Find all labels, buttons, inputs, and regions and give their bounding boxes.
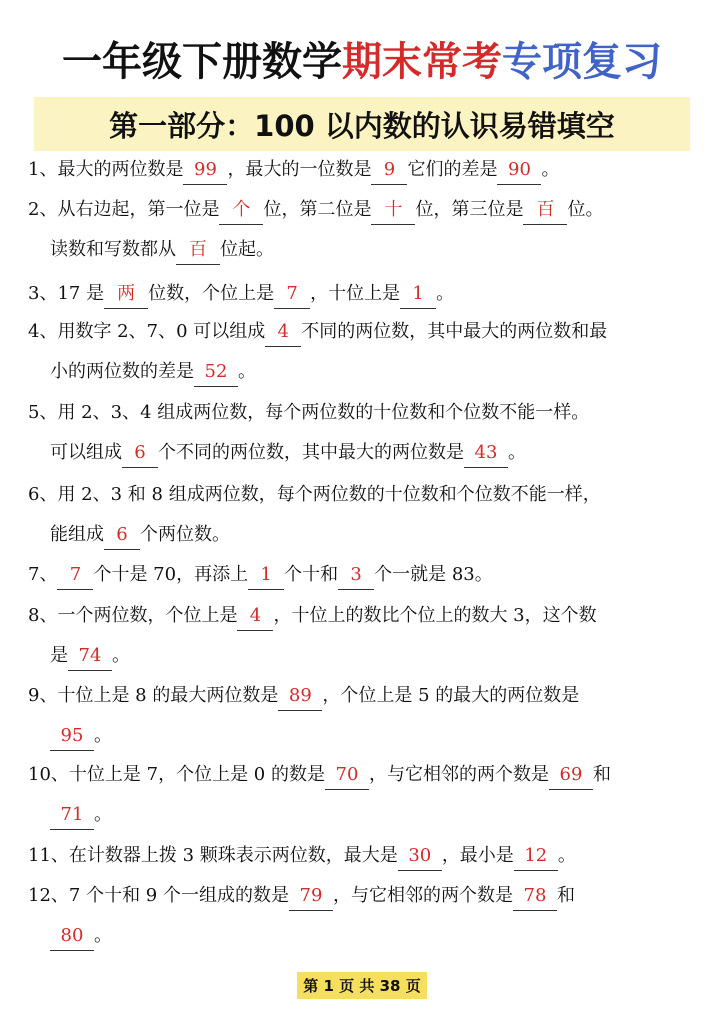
question-number: 8、 [28, 605, 58, 626]
question-text: 。 [436, 283, 455, 304]
question-text: 读数和写数都从 [50, 239, 176, 260]
question-text: 17 是 [57, 283, 105, 304]
question-text: 在计数器上拨 3 颗珠表示两位数，最大是 [68, 845, 398, 866]
question-line [28, 515, 700, 555]
question-text: ，个位上是 5 的最大的两位数是 [322, 685, 580, 706]
question-6 [28, 475, 700, 555]
question-text: 。 [94, 925, 112, 946]
question-number: 3、 [28, 283, 58, 304]
question-line [28, 274, 700, 314]
question-text: 可以组成 [50, 442, 122, 463]
question-line [28, 190, 700, 230]
answer-blank: 70 [325, 762, 369, 790]
question-text: 个一就是 83。 [374, 564, 493, 585]
answer-blank: 90 [497, 157, 541, 185]
question-text: ，与它相邻的两个数是 [332, 885, 513, 906]
answer-blank: 百 [176, 237, 220, 265]
answer-blank: 4 [237, 603, 273, 631]
answer-blank: 74 [68, 643, 112, 671]
answer-blank: 1 [400, 281, 436, 309]
question-text: 最大的两位数是 [57, 159, 184, 180]
question-text: 7 个十和 9 个一组成的数是 [68, 885, 289, 906]
question-line [28, 312, 700, 352]
question-number: 2、 [28, 199, 58, 220]
answer-blank: 4 [265, 319, 301, 347]
answer-blank: 个 [219, 197, 263, 225]
question-text: 十位上是 7，个位上是 0 的数是 [68, 764, 325, 785]
page-title [0, 36, 724, 88]
question-text: 。 [541, 159, 560, 180]
question-line [28, 755, 700, 795]
answer-blank: 12 [514, 843, 558, 871]
question-text: 个十和 [284, 564, 339, 585]
question-line [28, 836, 700, 876]
answer-blank: 79 [289, 883, 333, 911]
answer-blank: 6 [122, 440, 158, 468]
question-number: 9、 [28, 685, 58, 706]
question-text: 位起。 [220, 239, 274, 260]
question-text: 用 2、3、4 组成两位数，每个两位数的十位数和个位数不能一样。 [57, 402, 590, 423]
question-text: 位。 [567, 199, 604, 220]
question-8 [28, 596, 700, 676]
question-text: 。 [94, 725, 112, 746]
answer-blank: 43 [464, 440, 508, 468]
question-line [28, 475, 700, 515]
page-footer [0, 972, 724, 999]
question-text: 能组成 [50, 524, 104, 545]
question-line [28, 230, 700, 270]
answer-blank: 69 [549, 762, 593, 790]
question-number: 7、 [28, 564, 58, 585]
question-text: 一个两位数，个位上是 [57, 605, 238, 626]
question-line [28, 352, 700, 392]
question-12 [28, 876, 700, 956]
answer-blank: 99 [183, 157, 227, 185]
question-5 [28, 393, 700, 473]
title-blue-part: 专项复习 [502, 39, 662, 85]
question-line [28, 393, 700, 433]
question-number: 4、 [28, 321, 58, 342]
question-text: ，十位上是 [310, 283, 401, 304]
question-number: 11、 [28, 845, 69, 866]
answer-blank: 52 [194, 359, 238, 387]
question-text: 个两位数。 [140, 524, 230, 545]
answer-blank: 7 [57, 562, 93, 590]
question-line [28, 916, 700, 956]
question-text: 十位上是 8 的最大两位数是 [57, 685, 279, 706]
question-3 [28, 274, 700, 314]
answer-blank: 30 [398, 843, 442, 871]
question-text: 个十是 70，再添上 [93, 564, 249, 585]
title-red-part: 期末常考 [342, 39, 502, 85]
question-line [28, 150, 700, 190]
answer-blank: 89 [278, 683, 322, 711]
question-text: 个不同的两位数，其中最大的两位数是 [158, 442, 464, 463]
question-text: 。 [238, 361, 256, 382]
question-line [28, 716, 700, 756]
section-heading: 第一部分：100 以内数的认识易错填空 [34, 97, 690, 151]
question-9 [28, 676, 700, 756]
question-number: 12、 [28, 885, 69, 906]
question-text: 是 [50, 645, 68, 666]
question-10 [28, 755, 700, 835]
question-text: 和 [592, 764, 611, 785]
question-7 [28, 555, 700, 595]
question-text: 。 [112, 645, 130, 666]
answer-blank: 78 [513, 883, 557, 911]
question-text: 。 [557, 845, 576, 866]
question-text: 不同的两位数，其中最大的两位数和最 [301, 321, 608, 342]
question-text: ，十位上的数比个位上的数大 3，这个数 [273, 605, 597, 626]
question-line [28, 676, 700, 716]
answer-blank: 十 [371, 197, 415, 225]
question-text: ，最大的一位数是 [227, 159, 372, 180]
question-text: ，最小是 [441, 845, 514, 866]
question-number: 6、 [28, 484, 58, 505]
question-line [28, 636, 700, 676]
question-text: 从右边起，第一位是 [57, 199, 220, 220]
question-line [28, 876, 700, 916]
question-text: 用数字 2、7、0 可以组成 [57, 321, 266, 342]
answer-blank: 6 [104, 522, 140, 550]
title-black-part: 一年级下册数学 [62, 39, 342, 85]
question-text: 。 [508, 442, 526, 463]
answer-blank: 80 [50, 923, 94, 951]
question-line [28, 433, 700, 473]
question-text: 位，第二位是 [263, 199, 372, 220]
answer-blank: 两 [104, 281, 148, 309]
answer-blank: 95 [50, 723, 94, 751]
question-1 [28, 150, 700, 190]
question-2 [28, 190, 700, 270]
question-text: 位，第三位是 [415, 199, 524, 220]
question-text: 用 2、3 和 8 组成两位数，每个两位数的十位数和个位数不能一样， [57, 484, 601, 505]
answer-blank: 百 [523, 197, 567, 225]
answer-blank: 9 [371, 157, 407, 185]
question-line [28, 795, 700, 835]
question-11 [28, 836, 700, 876]
question-text: 它们的差是 [407, 159, 498, 180]
question-text: ，与它相邻的两个数是 [368, 764, 549, 785]
answer-blank: 71 [50, 802, 94, 830]
question-number: 1、 [28, 159, 58, 180]
question-text: 小的两位数的差是 [50, 361, 194, 382]
question-text: 和 [556, 885, 575, 906]
question-line [28, 555, 700, 595]
question-line [28, 596, 700, 636]
answer-blank: 7 [274, 281, 310, 309]
question-number: 10、 [28, 764, 69, 785]
page-number: 第 1 页 共 38 页 [297, 972, 426, 999]
answer-blank: 3 [338, 562, 374, 590]
question-number: 5、 [28, 402, 58, 423]
answer-blank: 1 [248, 562, 284, 590]
question-4 [28, 312, 700, 392]
question-text: 。 [94, 804, 112, 825]
question-text: 位数，个位上是 [148, 283, 275, 304]
